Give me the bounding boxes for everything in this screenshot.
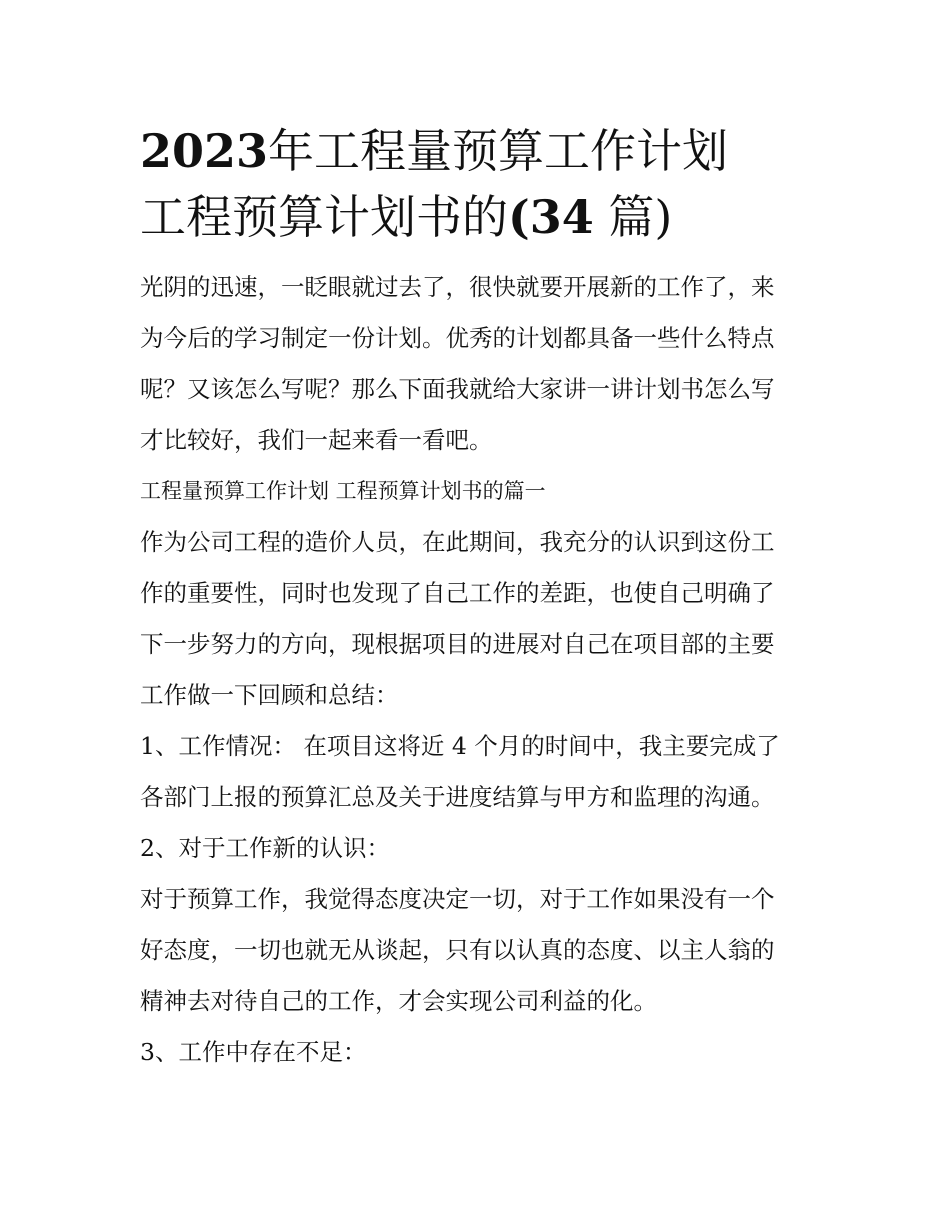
paragraph-line: 2、对于工作新的认识：: [140, 834, 390, 862]
document-title: [140, 118, 812, 250]
paragraph-line: 各部门上报的预算汇总及关于进度结算与甲方和监理的沟通。: [140, 783, 775, 811]
list-item-3-heading: [140, 1027, 812, 1078]
title-count: (34: [508, 190, 594, 244]
intro-line: 才比较好，我们一起来看一看吧。: [140, 426, 493, 454]
intro-line: 为今后的学习制定一份计划。优秀的计划都具备一些什么特点: [140, 324, 775, 352]
paragraph-line: 作的重要性，同时也发现了自己工作的差距，也使自己明确了: [140, 579, 775, 607]
list-item-2-heading: [140, 823, 812, 874]
document-page: [140, 118, 812, 1078]
paragraph-line: 3、工作中存在不足：: [140, 1038, 367, 1066]
paragraph-line: 精神去对待自己的工作，才会实现公司利益的化。: [140, 987, 657, 1015]
title-line-2: [140, 184, 812, 250]
section-heading: 工程量预算工作计划 工程预算计划书的篇一: [140, 479, 546, 503]
intro-paragraph: [140, 262, 812, 466]
paragraph-line: 工作做一下回顾和总结：: [140, 681, 399, 709]
intro-line: 光阴的迅速，一眨眼就过去了，很快就要开展新的工作了，来: [140, 273, 775, 301]
intro-line: 呢？又该怎么写呢？那么下面我就给大家讲一讲计划书怎么写: [140, 375, 775, 403]
title-line-2-text: 工程预算计划书的: [140, 190, 508, 244]
paragraph-1: [140, 517, 812, 721]
paragraph-line: 下一步努力的方向，现根据项目的进展对自己在项目部的主要: [140, 630, 775, 658]
paragraph-line: 1、工作情况： 在项目这将近 4 个月的时间中，我主要完成了: [140, 732, 780, 760]
title-year: 2023: [140, 124, 269, 178]
title-line-1-text: 年工程量预算工作计划: [268, 124, 729, 178]
paragraph-line: 对于预算工作，我觉得态度决定一切，对于工作如果没有一个: [140, 885, 775, 913]
list-item-1: [140, 721, 812, 823]
paragraph-line: 作为公司工程的造价人员，在此期间，我充分的认识到这份工: [140, 528, 775, 556]
paragraph-line: 好态度，一切也就无从谈起，只有以认真的态度、以主人翁的: [140, 936, 775, 964]
title-line-2-end: 篇): [608, 190, 673, 244]
title-line-1: [140, 118, 812, 184]
paragraph-2: [140, 874, 812, 1027]
